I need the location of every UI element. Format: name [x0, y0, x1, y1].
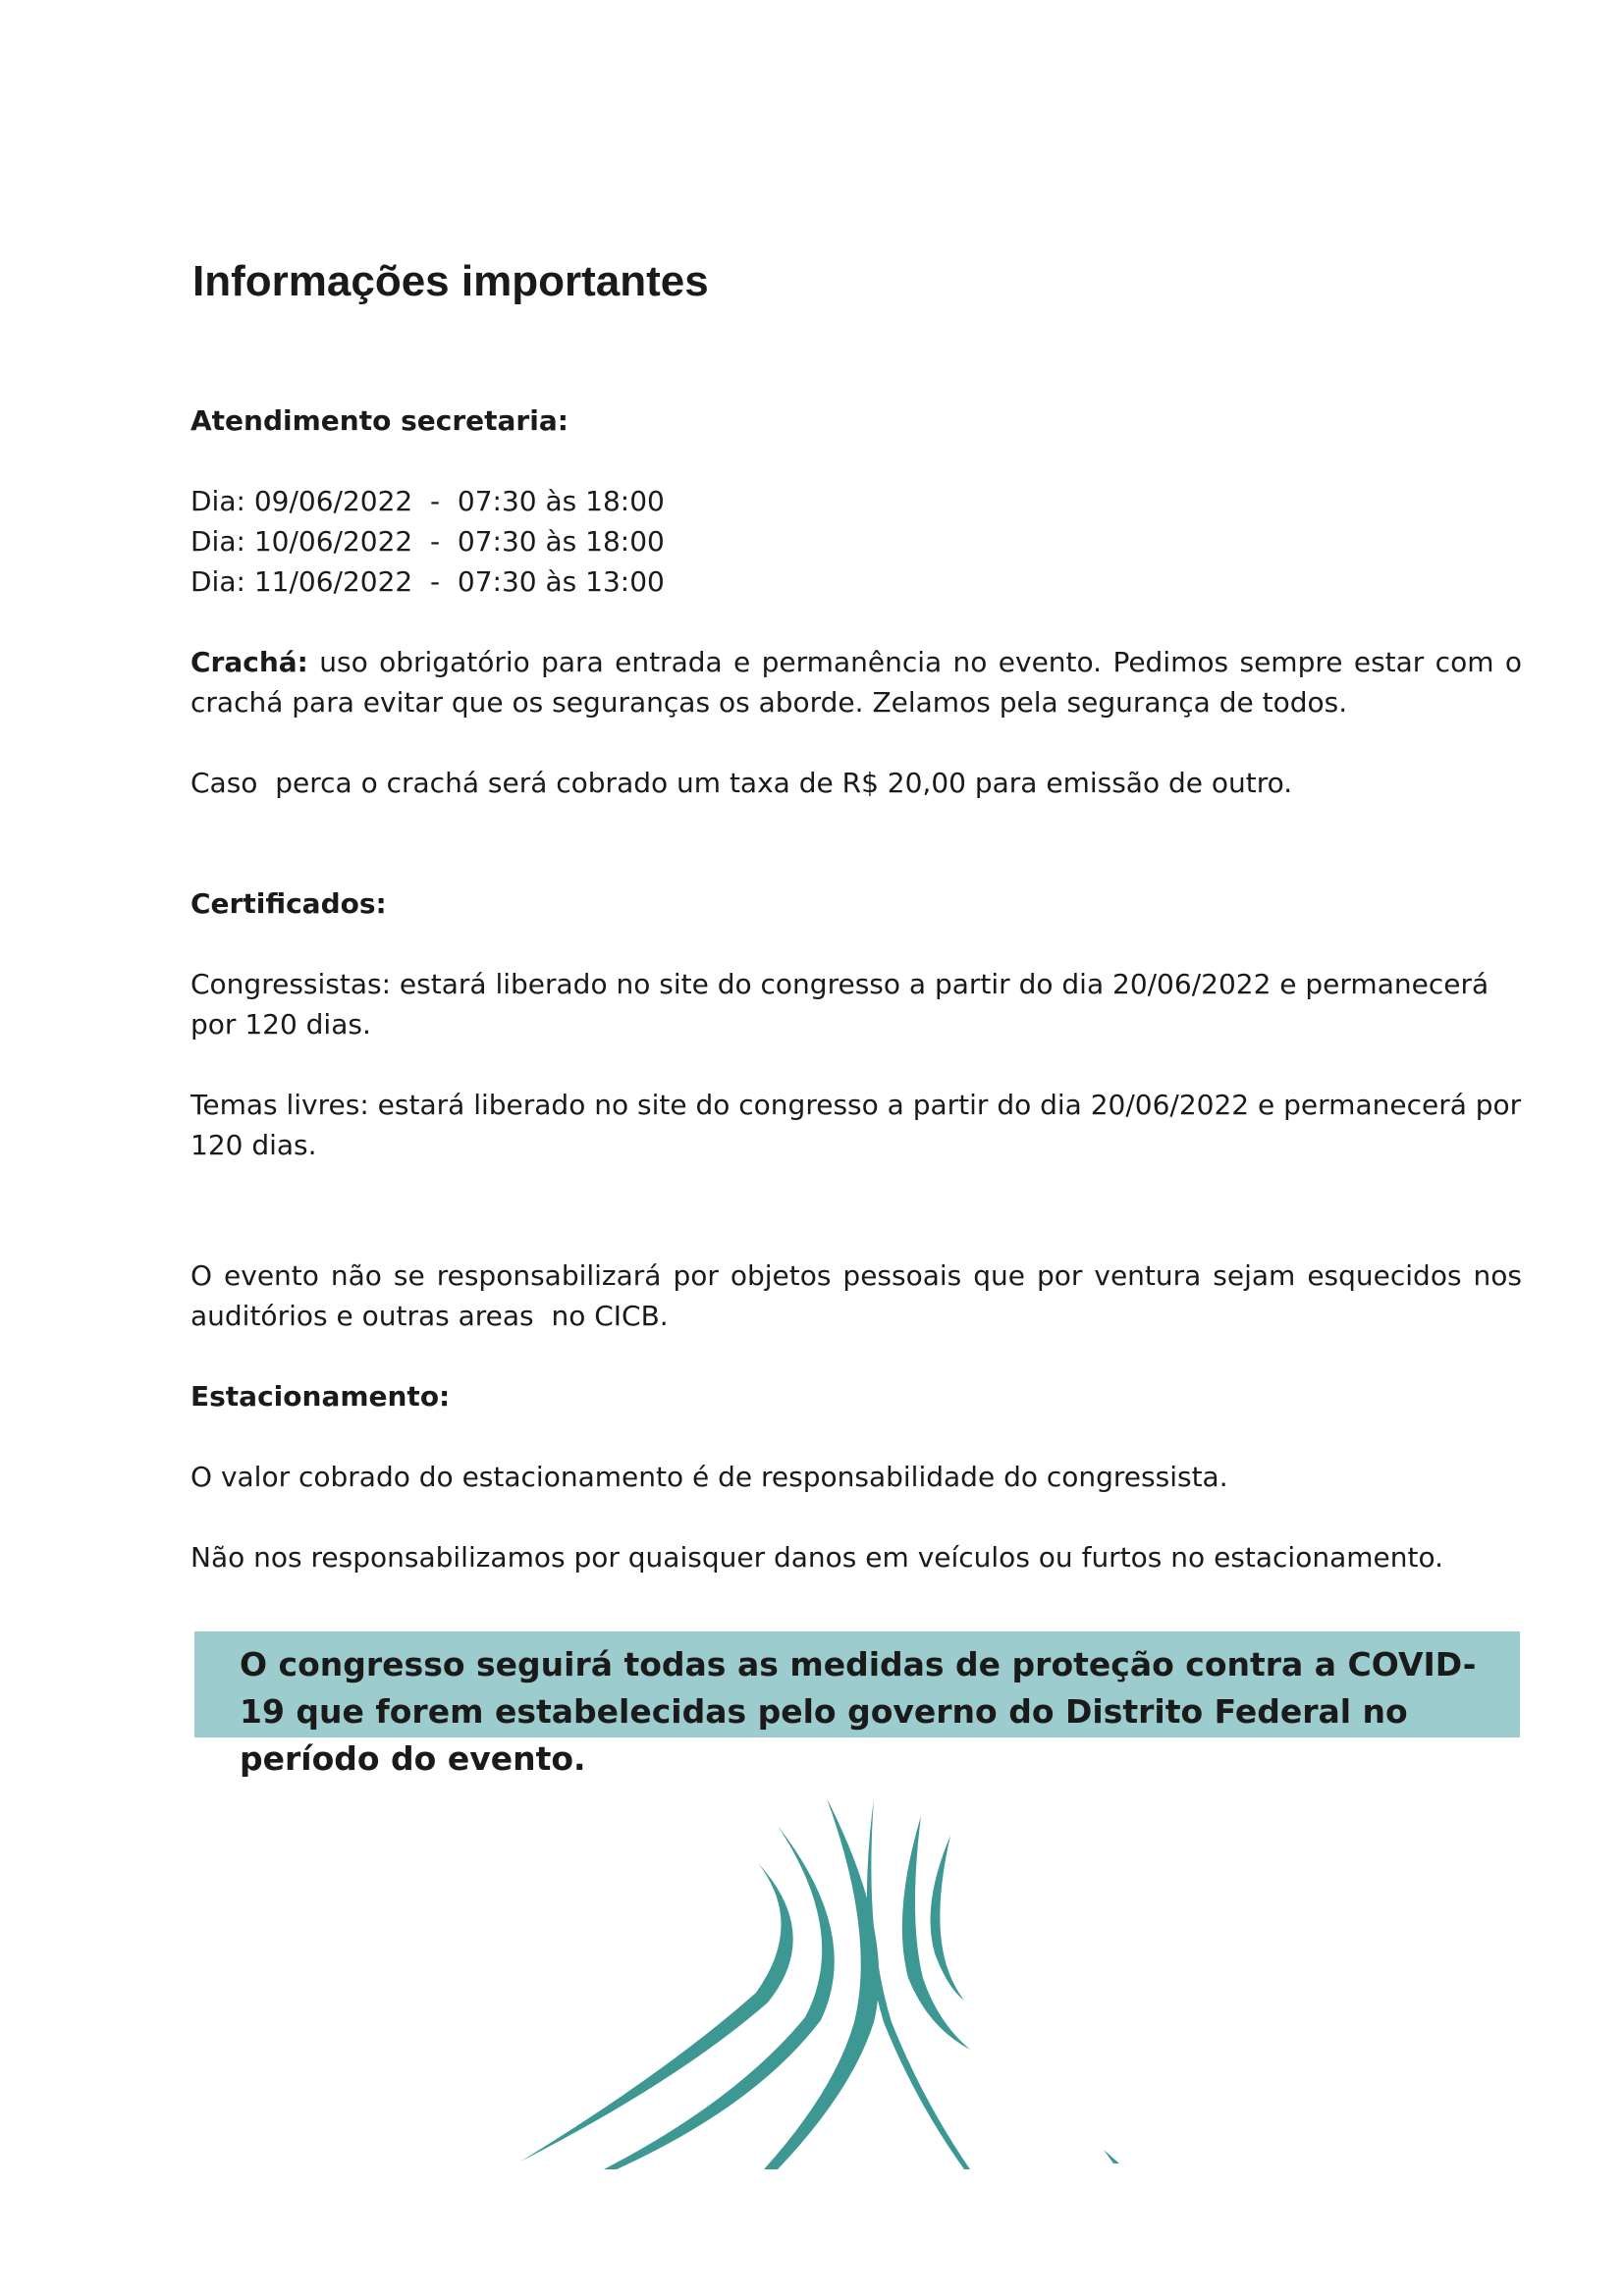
- secretaria-day-1: Dia: 09/06/2022 - 07:30 às 18:00: [190, 485, 665, 517]
- cracha-text: uso obrigatório para entrada e permanência no evento. Pedimos sempre estar com o crachá para evitar que os seguranças os aborde. Zelamos pela segurança de todos.: [190, 646, 1522, 719]
- secretaria-day-2: Dia: 10/06/2022 - 07:30 às 18:00: [190, 525, 665, 558]
- certificados-heading: Certificados:: [190, 887, 387, 920]
- estacionamento-valor: O valor cobrado do estacionamento é de responsabilidade do congressista.: [190, 1461, 1228, 1493]
- estacionamento-heading: Estacionamento:: [190, 1380, 451, 1413]
- document-body: [190, 400, 1531, 1577]
- secretaria-day-3: Dia: 11/06/2022 - 07:30 às 13:00: [190, 565, 665, 598]
- cathedral-logo-icon: [511, 1787, 1139, 2169]
- certificados-congressistas: Congressistas: estará liberado no site do congresso a partir do dia 20/06/2022 e permanecerá por 120 dias.: [190, 968, 1489, 1041]
- estacionamento-danos: Não nos responsabilizamos por quaisquer danos em veículos ou furtos no estacionamento.: [190, 1541, 1443, 1574]
- objetos-paragraph: O evento não se responsabilizará por objetos pessoais que por ventura sejam esquecidos nos auditórios e outras areas no CICB.: [190, 1259, 1531, 1332]
- certificados-temas-livres: Temas livres: estará liberado no site do congresso a partir do dia 20/06/2022 e permanecerá por 120 dias.: [190, 1089, 1522, 1161]
- covid-notice-box: [194, 1631, 1520, 1778]
- cracha-paragraph: [190, 642, 1522, 722]
- cracha-label: Crachá:: [190, 646, 308, 678]
- covid-notice-text: O congresso seguirá todas as medidas de proteção contra a COVID-19 que forem estabelecidas pelo governo do Distrito Federal no período do evento.: [240, 1645, 1477, 1778]
- page-title: Informações importantes: [192, 257, 709, 305]
- secretaria-heading: Atendimento secretaria:: [190, 404, 568, 437]
- cracha-fee-note: Caso perca o crachá será cobrado um taxa de R$ 20,00 para emissão de outro.: [190, 767, 1293, 799]
